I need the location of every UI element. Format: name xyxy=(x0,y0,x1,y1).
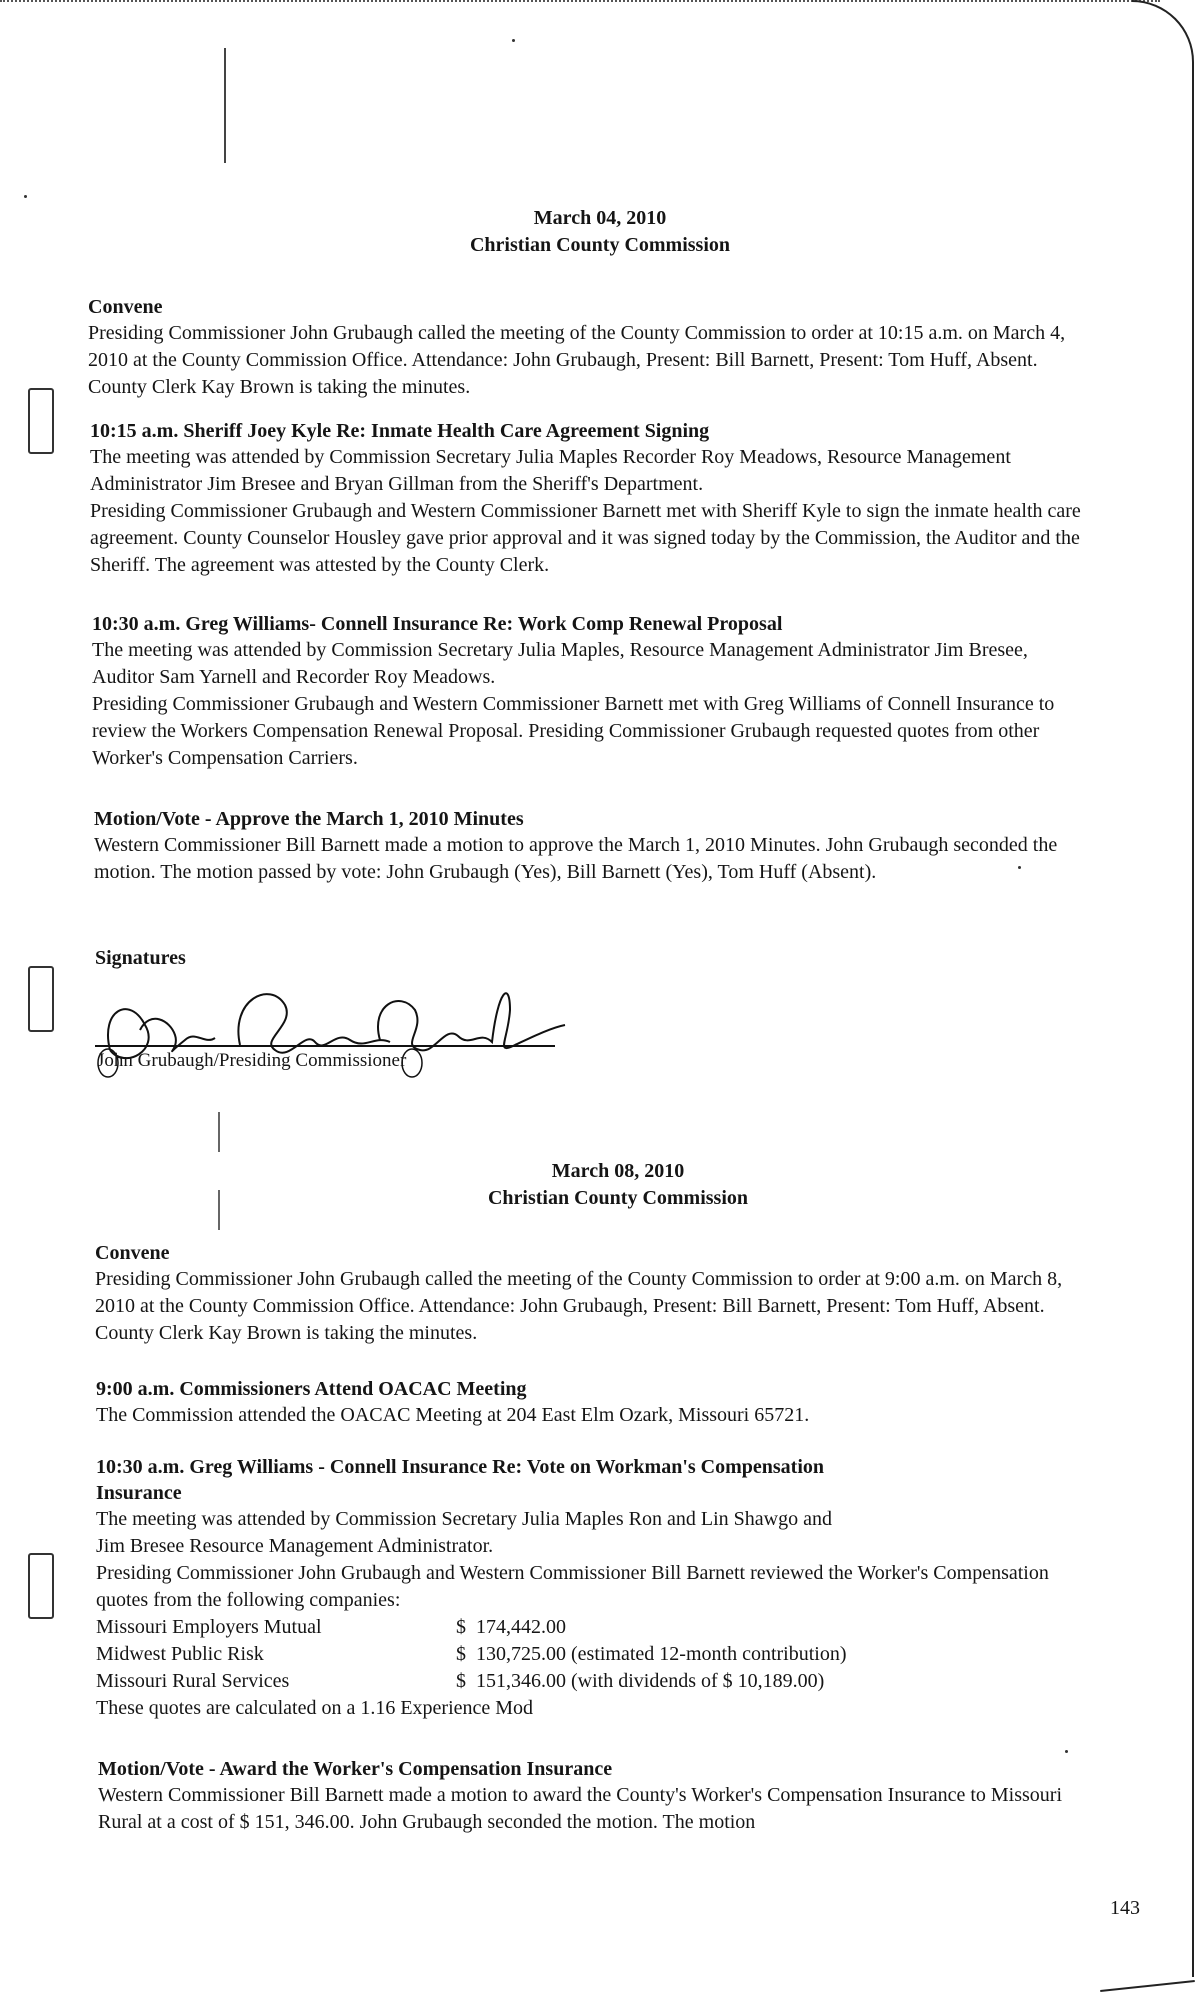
section-text: Western Commissioner Bill Barnett made a motion to award the County's Worker's Compensation Insurance to Missouri Rural at a cost of $ 151, 346.00. John Grubaugh seconded the motion. The motion xyxy=(98,1784,1063,1833)
quote-company: Missouri Employers Mutual xyxy=(96,1616,322,1638)
section-title: 10:30 a.m. Greg Williams- Connell Insurance Re: Work Comp Renewal Proposal xyxy=(92,613,783,635)
meeting-date: March 04, 2010 xyxy=(533,207,667,229)
section-text: Presiding Commissioner Grubaugh and Western Commissioner Barnett met with Greg Williams of Connell Insurance to review the Workers Compensation Renewal Proposal. Presiding Commissioner Grubaugh requested quotes from other Worker's Compensation Carriers. xyxy=(92,693,1055,769)
scan-speck xyxy=(1065,1750,1068,1753)
quotes-list xyxy=(96,1614,1096,1695)
signatures-section xyxy=(95,945,695,971)
section-title: Signatures xyxy=(95,947,186,969)
convene-section xyxy=(95,1240,1095,1347)
signature-line xyxy=(95,1045,555,1047)
quote-company: Missouri Rural Services xyxy=(96,1670,290,1692)
section-text: The Commission attended the OACAC Meeting at 204 East Elm Ozark, Missouri 65721. xyxy=(96,1404,810,1426)
quote-row xyxy=(96,1641,1096,1668)
signature-caption: John Grubaugh/Presiding Commissioner xyxy=(97,1050,407,1071)
motion-award-insurance xyxy=(98,1756,1098,1836)
section-title: Motion/Vote - Award the Worker's Compensation Insurance xyxy=(98,1758,613,1780)
scan-speck xyxy=(24,195,27,198)
section-title: Convene xyxy=(88,296,163,318)
meeting-body: Christian County Commission xyxy=(469,234,731,256)
section-title: 9:00 a.m. Commissioners Attend OACAC Meeting xyxy=(96,1378,527,1400)
quote-amount: $ 130,725.00 (estimated 12-month contribution) xyxy=(456,1643,847,1665)
section-text: Western Commissioner Bill Barnett made a motion to approve the March 1, 2010 Minutes. John Grubaugh seconded the motion. The motion passed by vote: John Grubaugh (Yes), Bill Barnett (Yes), Tom Huff (Absent). xyxy=(94,834,1058,883)
quote-row xyxy=(96,1668,1096,1695)
page-edge-right xyxy=(1132,0,1194,1977)
page-edge-bottom xyxy=(1100,1980,1195,1992)
quotes-note: These quotes are calculated on a 1.16 Experience Mod xyxy=(96,1697,534,1719)
punch-hole xyxy=(28,1553,54,1619)
handwritten-signature xyxy=(90,970,570,1090)
agenda-item-oacac xyxy=(96,1376,1096,1429)
scan-mark xyxy=(218,1112,220,1152)
agenda-item-inmate-health xyxy=(90,418,1090,579)
section-text: The meeting was attended by Commission Secretary Julia Maples Recorder Roy Meadows, Resource Management Administrator Jim Bresee and Bryan Gillman from the Sheriff's Department. xyxy=(90,446,1011,495)
meeting-date: March 08, 2010 xyxy=(551,1160,685,1182)
section-title: Convene xyxy=(95,1242,170,1264)
section-text: The meeting was attended by Commission Secretary Julia Maples, Resource Management Administrator Jim Bresee, Auditor Sam Yarnell and Recorder Roy Meadows. xyxy=(92,639,1028,688)
section-title: Motion/Vote - Approve the March 1, 2010 Minutes xyxy=(94,808,524,830)
scan-mark xyxy=(224,48,226,163)
convene-section xyxy=(88,294,1088,401)
quote-amount: $ 151,346.00 (with dividends of $ 10,189.00) xyxy=(456,1670,825,1692)
section-text: Presiding Commissioner Grubaugh and Western Commissioner Barnett met with Sheriff Kyle to sign the inmate health care agreement. County Counselor Housley gave prior approval and it was signed today by the Commission, the Auditor and the Sheriff. The agreement was attested by the County Clerk. xyxy=(90,500,1081,576)
quote-row xyxy=(96,1614,1096,1641)
punch-hole xyxy=(28,966,54,1032)
section-text: Presiding Commissioner John Grubaugh and Western Commissioner Bill Barnett reviewed the Worker's Compensation quotes from the following companies: xyxy=(96,1562,1049,1611)
agenda-item-workmans-comp xyxy=(96,1454,1096,1722)
agenda-item-work-comp xyxy=(92,611,1092,772)
quote-amount: $ 174,442.00 xyxy=(456,1616,566,1638)
section-text: Presiding Commissioner John Grubaugh called the meeting of the County Commission to order at 9:00 a.m. on March 8, 2010 at the County Commission Office. Attendance: John Grubaugh, Present: Bill Barnett, Present: Tom Huff, Absent. County Clerk Kay Brown is taking the minutes. xyxy=(95,1268,1063,1344)
quote-company: Midwest Public Risk xyxy=(96,1643,264,1665)
scan-speck xyxy=(512,39,515,42)
section-title: 10:15 a.m. Sheriff Joey Kyle Re: Inmate Health Care Agreement Signing xyxy=(90,420,710,442)
section-text: The meeting was attended by Commission Secretary Julia Maples Ron and Lin Shawgo and Jim Bresee Resource Management Administrator. xyxy=(96,1508,832,1557)
motion-approve-minutes xyxy=(94,806,1094,886)
page-number: 143 xyxy=(1110,1897,1140,1919)
punch-hole xyxy=(28,388,54,454)
meeting-body: Christian County Commission xyxy=(487,1187,749,1209)
section-text: Presiding Commissioner John Grubaugh called the meeting of the County Commission to order at 10:15 a.m. on March 4, 2010 at the County Commission Office. Attendance: John Grubaugh, Present: Bill Barnett, Present: Tom Huff, Absent. County Clerk Kay Brown is taking the minutes. xyxy=(88,322,1066,398)
section-title: 10:30 a.m. Greg Williams - Connell Insurance Re: Vote on Workman's Compensation Insurance xyxy=(96,1456,825,1504)
page-edge-top xyxy=(0,0,1160,6)
